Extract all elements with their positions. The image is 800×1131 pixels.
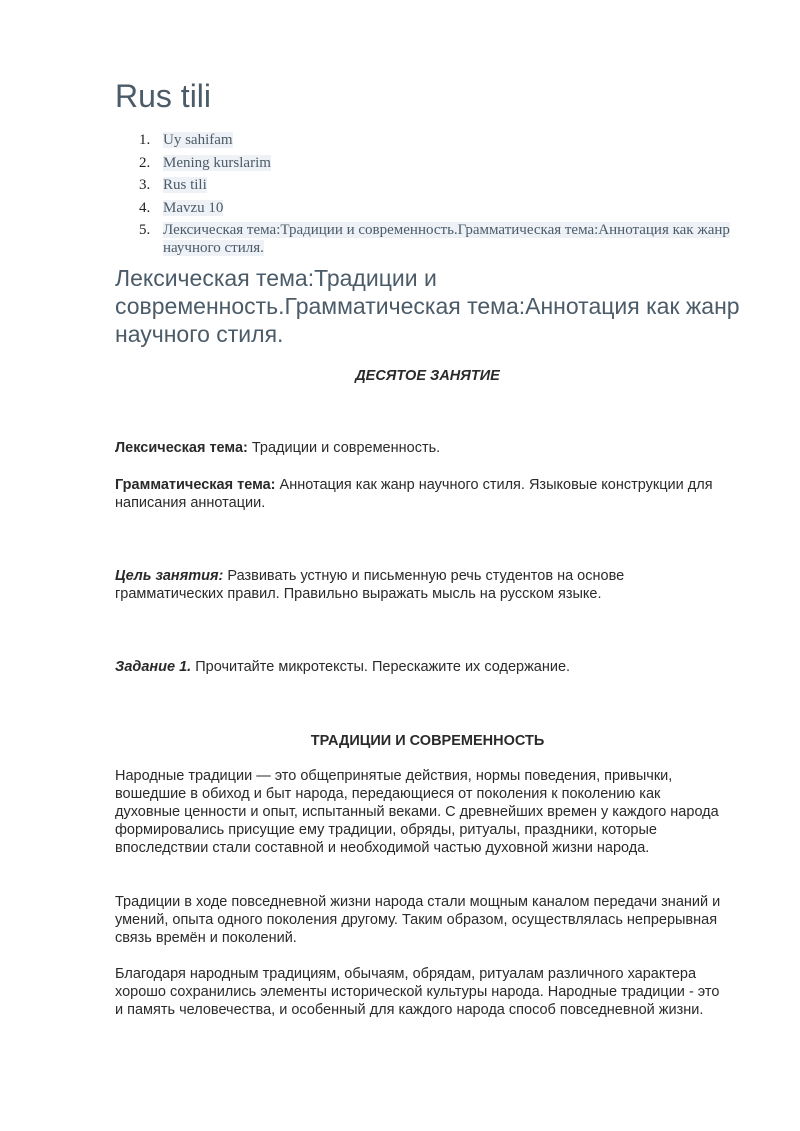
breadcrumb-item [115, 176, 740, 194]
page-heading: Лексическая тема:Традиции и современность.Грамматическая тема:Аннотация как жанр научного стиля. [115, 265, 740, 347]
breadcrumb-number: 1. [139, 132, 151, 148]
lesson-goal-label: Цель занятия: [115, 568, 224, 584]
breadcrumb-link-lesson[interactable]: Лексическая тема:Традиции и современность.Грамматическая тема:Аннотация как жанр научного стиля. [163, 222, 730, 257]
breadcrumb-number: 5. [139, 222, 151, 239]
task-1-label: Задание 1. [115, 659, 192, 675]
breadcrumb-link-course[interactable]: Rus tili [163, 177, 207, 194]
body-paragraph: Благодаря народным традициям, обычаям, обрядам, ритуалам различного характера хорошо сохранились элементы исторической культуры народа. Народные традиции - это и память человечества, и особенный для каждого народа способ повседневной жизни. [115, 966, 720, 1018]
breadcrumb-number: 4. [139, 199, 151, 216]
task-1-text: Прочитайте микротексты. Перескажите их содержание. [191, 659, 571, 675]
breadcrumb-number: 2. [139, 154, 151, 171]
breadcrumb [115, 131, 740, 262]
lexical-topic-label: Лексическая тема: [115, 440, 248, 456]
task-1 [115, 658, 727, 676]
breadcrumb-link-my-courses[interactable]: Mening kurslarim [163, 154, 271, 171]
breadcrumb-item [115, 131, 740, 149]
breadcrumb-item [115, 221, 740, 257]
lesson-title: ДЕСЯТОЕ ЗАНЯТИЕ [355, 368, 500, 384]
breadcrumb-number: 3. [139, 177, 151, 194]
lesson-goal [115, 567, 727, 603]
body-paragraph: Народные традиции — это общепринятые действия, нормы поведения, привычки, вошедшие в обиход и быт народа, передающиеся от поколения к поколению как духовные ценности и опыт, испытанный веками. С древнейших времен у каждого народа формировались присущие ему традиции, обряды, ритуалы, праздники, которые впоследствии стали составной и необходимой частью духовной жизни народа. [115, 768, 719, 856]
breadcrumb-item [115, 154, 740, 172]
body-paragraph: Традиции в ходе повседневной жизни народа стали мощным каналом передачи знаний и умений, опыта одного поколения другому. Таким образом, осуществлялась непрерывная связь времён и поколений. [115, 894, 721, 946]
lexical-topic [115, 439, 727, 457]
grammar-topic [115, 476, 727, 512]
section-title: ТРАДИЦИИ И СОВРЕМЕННОСТЬ [310, 733, 545, 749]
breadcrumb-link-topic[interactable]: Mavzu 10 [163, 199, 224, 216]
grammar-topic-text: Аннотация как жанр научного стиля. Языковые конструкции для написания аннотации. [115, 477, 713, 511]
lesson-goal-text: Развивать устную и письменную речь студентов на основе грамматических правил. Правильно выражать мысль на русском языке. [115, 568, 625, 602]
breadcrumb-link-home[interactable]: Uy sahifam [163, 132, 233, 148]
breadcrumb-item [115, 199, 740, 217]
grammar-topic-label: Грамматическая тема: [115, 477, 276, 493]
site-title: Rus tili [115, 78, 212, 114]
lexical-topic-text: Традиции и современность. [247, 440, 441, 456]
